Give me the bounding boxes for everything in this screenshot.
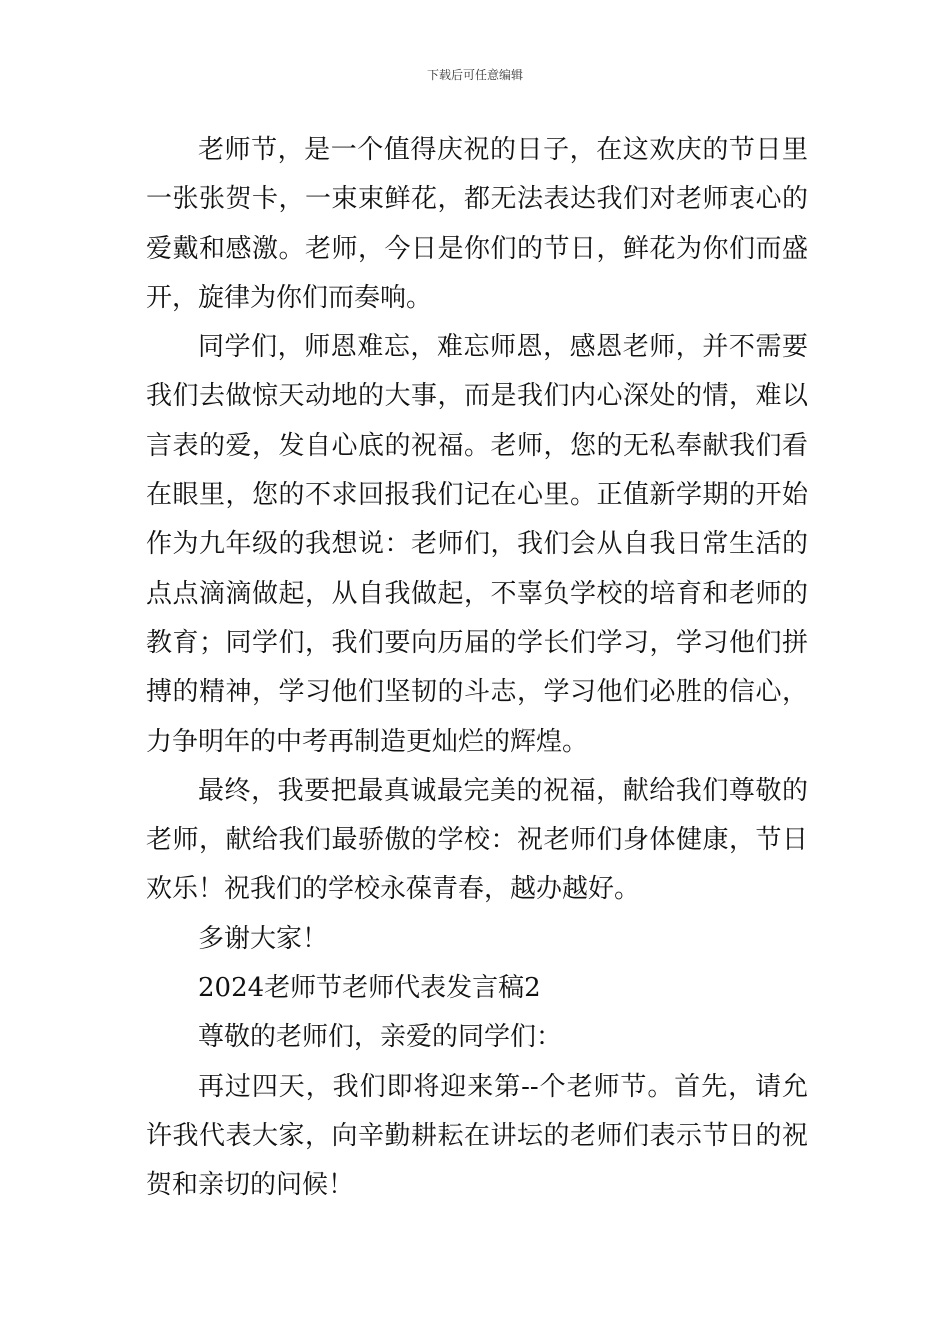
document-body: [146, 126, 808, 1211]
text-line: 爱戴和感激。老师，今日是你们的节日，鲜花为你们而盛: [146, 233, 808, 264]
text-line: 贺和亲切的问候！: [146, 1170, 355, 1201]
text-line: 搏的精神，学习他们坚韧的斗志，学习他们必胜的信心，: [146, 677, 808, 708]
text-line: 一张张贺卡，一束束鲜花，都无法表达我们对老师衷心的: [146, 184, 808, 215]
text-line: 许我代表大家，向辛勤耕耘在讲坛的老师们表示节日的祝: [146, 1120, 808, 1151]
text-line: 老师，献给我们最骄傲的学校：祝老师们身体健康，节日: [146, 825, 808, 856]
text-line: 点点滴滴做起，从自我做起，不辜负学校的培育和老师的: [146, 578, 808, 609]
text-line: 欢乐！祝我们的学校永葆青春，越办越好。: [146, 874, 641, 905]
text-line: 老师节，是一个值得庆祝的日子，在这欢庆的节日里: [198, 135, 808, 165]
text-line: 作为九年级的我想说：老师们，我们会从自我日常生活的: [146, 529, 808, 560]
text-line: 我们去做惊天动地的大事，而是我们内心深处的情，难以: [146, 381, 808, 412]
text-line: 力争明年的中考再制造更灿烂的辉煌。: [146, 726, 589, 757]
text-line: 再过四天，我们即将迎来第--个老师节。首先，请允: [198, 1071, 808, 1102]
text-line: 最终，我要把最真诚最完美的祝福，献给我们尊敬的: [198, 775, 808, 806]
page-header: 下载后可任意编辑: [426, 68, 523, 82]
text-line: 2024老师节老师代表发言稿2: [198, 973, 541, 1004]
text-line: 在眼里，您的不求回报我们记在心里。正值新学期的开始: [146, 480, 808, 511]
text-line: 开，旋律为你们而奏响。: [146, 282, 433, 313]
text-line: 多谢大家！: [198, 923, 329, 954]
text-line: 尊敬的老师们，亲爱的同学们：: [198, 1022, 563, 1053]
text-line: 言表的爱，发自心底的祝福。老师，您的无私奉献我们看: [146, 430, 808, 461]
text-line: 教育；同学们，我们要向历届的学长们学习，学习他们拼: [146, 627, 808, 658]
text-line: 同学们，师恩难忘，难忘师恩，感恩老师，并不需要: [198, 332, 808, 363]
